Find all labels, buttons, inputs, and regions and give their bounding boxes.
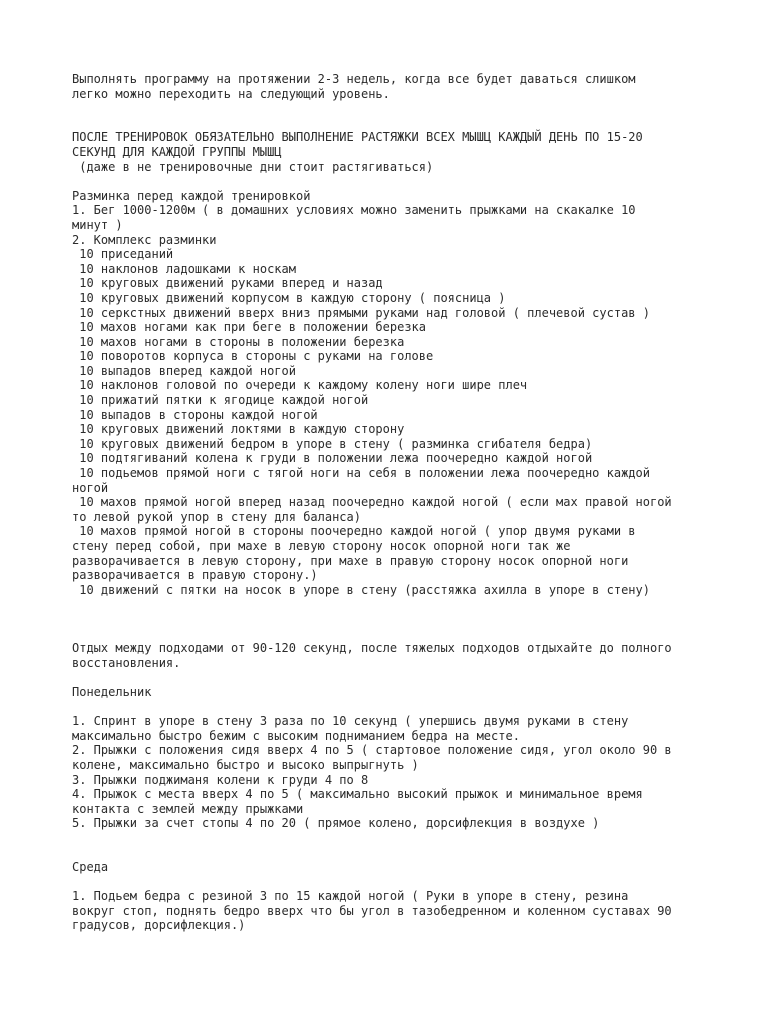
warmup-title: Разминка перед каждой тренировкой <box>72 188 311 203</box>
list-item: разворачивается в левую сторону, при махе в правую сторону носок опорной ноги <box>72 553 629 568</box>
list-item: 1. Подьем бедра с резиной 3 по 15 каждой ногой ( Руки в упоре в стену, резина <box>72 889 629 904</box>
list-item: вокруг стоп, поднять бедро вверх что бы угол в тазобедренном и коленном суставах 90 <box>72 903 672 918</box>
text-line: СЕКУНД ДЛЯ КАЖДОЙ ГРУППЫ МЫШЦ <box>72 144 282 159</box>
list-item: 10 движений с пятки на носок в упоре в стену (расстяжка ахилла в упоре в стену) <box>72 582 650 597</box>
list-item: 10 махов ногами как при беге в положении березка <box>72 320 427 335</box>
text-line: (даже в не тренировочные дни стоит растягиваться) <box>72 159 434 174</box>
list-item: 10 наклонов головой по очереди к каждому колену ноги шире плеч <box>72 378 528 393</box>
list-item: 10 круговых движений руками вперед и назад <box>72 276 383 291</box>
list-item: 10 приседаний <box>72 247 174 262</box>
list-item: 10 махов прямой ногой в стороны поочередно каждой ногой ( упор двумя руками в <box>72 524 636 539</box>
monday-heading: Понедельник <box>72 684 152 699</box>
list-item: 1. Бег 1000-1200м ( в домашних условиях можно заменить прыжками на скакалке 10 <box>72 203 636 218</box>
list-item: 10 круговых движений бедром в упоре в стену ( разминка сгибателя бедра) <box>72 436 593 451</box>
text-line: восстановления. <box>72 655 181 670</box>
list-item: 10 подьемов прямой ноги с тягой ноги на себя в положении лежа поочередно каждой <box>72 466 650 481</box>
list-item: градусов, дорсифлекция.) <box>72 918 246 933</box>
list-item: разворачивается в правую сторону.) <box>72 568 318 583</box>
list-item: 10 наклонов ладошками к носкам <box>72 261 296 276</box>
list-item: 10 подтягиваний колена к груди в положении лежа поочередно каждой ногой <box>72 451 593 466</box>
list-item: 4. Прыжок с места вверх 4 по 5 ( максимально высокий прыжок и минимальное время <box>72 787 643 802</box>
list-item: 10 махов прямой ногой вперед назад поочередно каждой ногой ( если мах правой ногой <box>72 495 672 510</box>
list-item: 10 прижатий пятки к ягодице каждой ногой <box>72 393 369 408</box>
list-item: то левой рукой упор в стену для баланса) <box>72 509 361 524</box>
list-item: стену перед собой, при махе в левую сторону носок опорной ноги так же <box>72 539 571 553</box>
text-line: Отдых между подходами от 90-120 секунд, после тяжелых подходов отдыхайте до полного <box>72 641 672 656</box>
list-item: минут ) <box>72 217 123 232</box>
wednesday-heading: Среда <box>72 860 109 875</box>
list-item: 10 выпадов в стороны каждой ногой <box>72 407 318 422</box>
list-item: 5. Прыжки за счет стопы 4 по 20 ( прямое колено, дорсифлекция в воздухе ) <box>72 816 600 831</box>
list-item: 2. Комплекс разминки <box>72 232 217 247</box>
list-item: 10 круговых движений локтями в каждую сторону <box>72 422 405 437</box>
list-item: 10 выпадов вперед каждой ногой <box>72 363 296 378</box>
list-item: 10 круговых движений корпусом в каждую сторону ( поясница ) <box>72 290 506 305</box>
list-item: ногой <box>72 480 109 495</box>
text-line: Выполнять программу на протяжении 2-3 недель, когда все будет даваться слишком <box>72 72 636 86</box>
list-item: колене, максимально быстро и высоко выпрыгнуть ) <box>72 757 419 772</box>
wednesday-list <box>72 889 708 933</box>
list-item: 2. Прыжки с положения сидя вверх 4 по 5 ( стартовое положение сидя, угол около 90 в <box>72 743 672 758</box>
list-item: 10 серкстных движений вверх вниз прямыми руками над головой ( плечевой сустав ) <box>72 305 650 320</box>
text-line: легко можно переходить на следующий уровень. <box>72 86 390 101</box>
rest-paragraph <box>72 641 708 670</box>
list-item: 3. Прыжки поджиманя колени к груди 4 по 8 <box>72 772 369 787</box>
list-item: 10 махов ногами в стороны в положении березка <box>72 334 405 349</box>
intro-paragraph <box>72 72 708 101</box>
stretch-note <box>72 130 708 174</box>
list-item: 10 поворотов корпуса в стороны с руками на голове <box>72 349 434 364</box>
list-item: контакта с землей между прыжками <box>72 801 304 816</box>
text-line: ПОСЛЕ ТРЕНИРОВОК ОБЯЗАТЕЛЬНО ВЫПОЛНЕНИЕ РАСТЯЖКИ ВСЕХ МЫШЦ КАЖДЫЙ ДЕНЬ ПО 15-20 <box>72 130 643 145</box>
warmup-section <box>72 189 708 598</box>
list-item: максимально быстро бежим с высоким подниманием бедра на месте. <box>72 728 520 743</box>
list-item: 1. Спринт в упоре в стену 3 раза по 10 секунд ( упершись двумя руками в стену <box>72 714 629 729</box>
monday-list <box>72 714 708 831</box>
